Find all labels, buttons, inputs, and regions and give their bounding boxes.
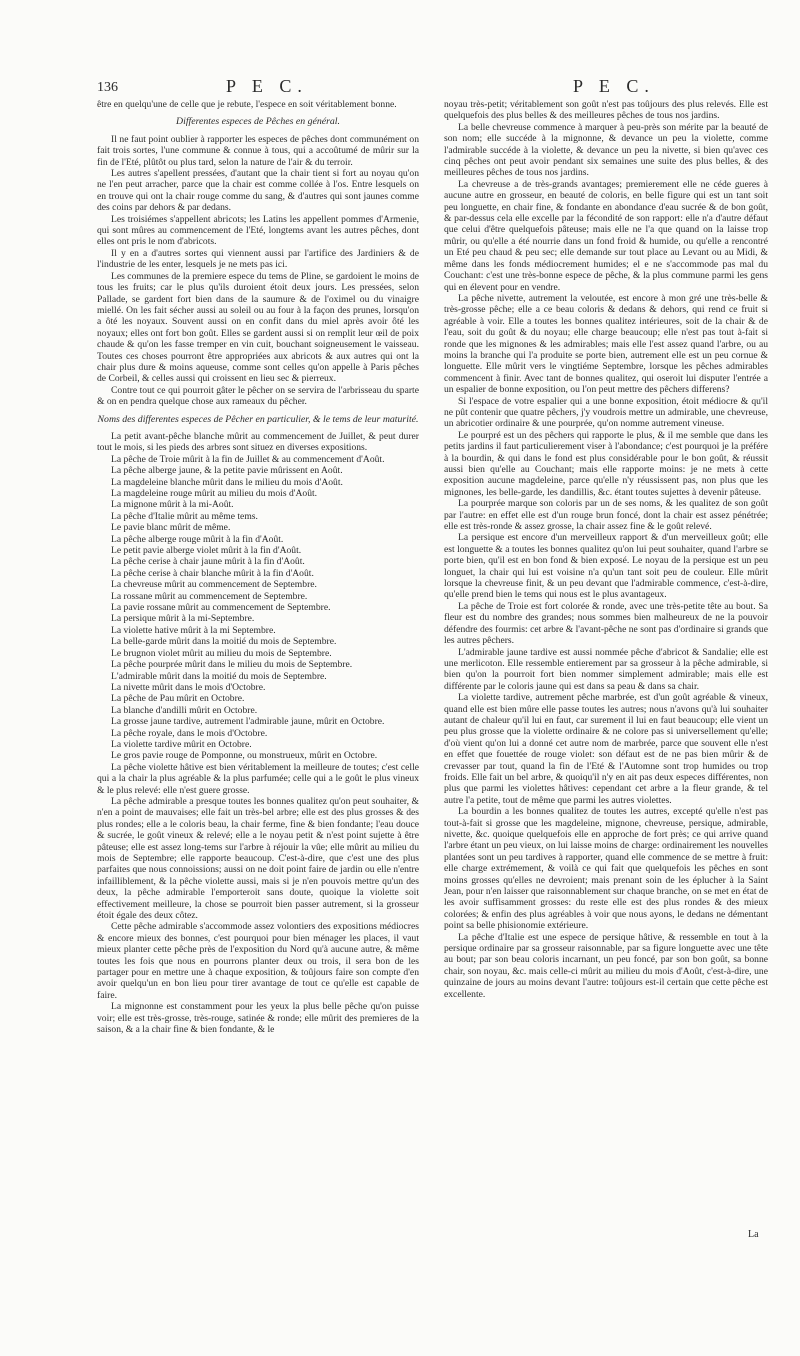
paragraph: Le petit pavie alberge violet mûrit à la fin d'Août. (111, 545, 302, 557)
paragraph: La pêche nivette, autrement la veloutée, est encore à mon gré une très-belle & très-grosse pêche; elle a ce beau coloris & dedans & dehors, qui rend ce fruit si agréable à voir. Elle a toutes les bonnes qualitez intérieures, soit de la chair & de l'eau, soit du goût & du noyau; elle charge beaucoup; elle n'est pas tout à-fait si ronde que les mignones & les admirables; mais elle l'est assez quand l'arbre, ou au moins la branche qui l'a produite se porte bien, autrement elle est un peu cornue & longuette. Elle mûrit vers le vingtiéme Septembre, lorsque les pêches admirables commencent à finir. Avec tant de bonnes qualitez, qui oseroit lui disputer l'entrée a un espalier de bonne exposition, ou l'on peut mettre des pêchers differens? (444, 292, 768, 396)
paragraph: La mignonne est constamment pour les yeux la plus belle pêche qu'on puisse voir; elle est très-grosse, très-rouge, satinée & ronde; elle mûrit des premieres de la saison, & a la chair fine & bien fondante, & le (97, 1001, 419, 1036)
paragraph: Il ne faut point oublier à rapporter les especes de pêches dont communément on fait trois sortes, l'une commune & connue à tous, qui a accoûtumé de mûrir sur la fin de l'Eté, plûtôt ou plus tard, selon la nature de l'air & du terroir. (97, 133, 419, 168)
paragraph: La pêche de Pau mûrit en Octobre. (111, 693, 245, 705)
paragraph: L'admirable jaune tardive est aussi nommée pêche d'abricot & Sandalie; elle est une merlicoton. Elle ressemble entierement par sa grosseur à la pêche admirable, si bien qu'on la pourroit fort bien nommer simplement admirable; mais elle est différente par le coloris jaune qui est dans sa peau & dans sa chair. (444, 646, 768, 692)
paragraph: La pavie rossane mûrit au commencement de Septembre. (111, 602, 331, 614)
paragraph: La chevreuse a de très-grands avantages; premierement elle ne céde gueres à aucune autre en grosseur, en beauté de coloris, en belle figure qui est un tant soit peu longuette, en chair fine, & fondante en abondance d'eau sucrée & de bon goût, & par-dessus cela elle excelle par la fécondité de son rapport: elle n'a d'autre défaut que celui d'être quelquefois pâteuse; mais elle ne l'a que quand on la laisse trop mûrir, ou qu'elle a été nourrie dans un fond froid & humide, ou qu'elle a rencontré un Eté peu chaud & peu sec; elle demande sur tout place au Levant ou au Midi, & même dans les fonds médiocrement humides; el e ne s'accommode pas mal du Couchant: c'est une très-bonne espece de pêche, & la plus commune parmi les gens qui en élevent pour en vendre. (444, 178, 768, 293)
right-column (444, 99, 768, 1000)
paragraph: La bourdin a les bonnes qualitez de toutes les autres, excepté qu'elle n'est pas tout-à-fait si grosse que les magdeleine, mignone, chevreuse, persique, admirable, nivette, &c. quoique quelquefois elle en approche de fort près; ce qui arrive quand l'arbre étant un peu vieux, on lui laisse moins de charge: ordinairement les nouvelles plantées sont un peu tardives à rapporter, quand elle commence de se mettre à fruit: elle charge extrémement, & voilà ce qui fait que quelquefois les pêches en sont moins grosses qu'elles ne devroient; mais prenant soin de les éplucher à la Saint Jean, pour n'en laisser que raisonnablement sur chaque branche, on se met en état de les avoir suffisamment grosses: du reste elle est des plus rondes & des mieux colorées; & enfin des plus agréables à voir que nous ayons, le dedans ne démentant point sa belle phisionomie extérieure. (444, 806, 768, 932)
paragraph: La pêche alberge jaune, & la petite pavie mûrissent en Août. (111, 465, 343, 477)
paragraph: La mignone mûrit à la mi-Août. (111, 499, 234, 511)
paragraph: Le pourpré est un des pêchers qui rapporte le plus, & il me semble que dans les petits jardins il faut particulierement viser à l'abondance; c'est pourquoi je la préfére à la bourdin, & qui dans le fond est plus considérable pour le bon goût, & réussit aussi bien qu'elle au Couchant; mais elle rapporte moins: je ne mets à cette exposition aucune magdeleine, parce qu'elle n'y réussissent pas, non plus que les mignones, les belle-garde, les dandillis, &c. étant toutes sujettes à devenir pâteuse. (444, 429, 768, 498)
paragraph: La pêche d'Italie mûrit au même tems. (111, 510, 258, 522)
running-title-left: P E C. (226, 76, 308, 96)
paragraph: La rossane mûrit au commencement de Septembre. (111, 590, 308, 602)
paragraph: Le brugnon violet mûrit au milieu du mois de Septembre. (111, 647, 332, 659)
page-number: 136 (97, 80, 118, 95)
paragraph: La grosse jaune tardive, autrement l'admirable jaune, mûrit en Octobre. (111, 716, 385, 728)
paragraph: La magdeleine rouge mûrit au milieu du mois d'Août. (111, 488, 318, 499)
paragraph: La magdeleine blanche mûrit dans le milieu du mois d'Août. (111, 476, 343, 488)
paragraph: Les communes de la premiere espece du tems de Pline, se gardoient le moins de tous les fruits; car le plus qu'ils duroient étoit deux jours. Les pressées, selon Pallade, se gardent fort bien dans de la saumure & de l'oximel ou du vinaigre miellé. On les fait sécher aussi au soleil ou au four à la façon des prunes, lorsqu'on a ôté les noyaux. Souvent aussi on en confit dans du miel après avoir ôté les noyaux; elles ont fort bon goût. Elles se gardent aussi si on remplit leur œil de poix chaude & qu'on les fasse tremper en vin cuit, bouchant soigneusement le vaisseau. Toutes ces choses pourront être appropriées aux abricots & aux autres qui ont la chair plus dure & moins aqueuse, comme sont celles qu'on appelle à Paris pêches de Corbeil, & celles aussi qui croissent en lieu sec & pierreux. (97, 270, 419, 385)
paragraph: La violette tardive mûrit en Octobre. (111, 738, 252, 750)
paragraph: La petit avant-pêche blanche mûrit au commencement de Juillet, & peut durer tout le mois, si les pieds des arbres sont situez en diverses expositions. (97, 430, 419, 454)
paragraph: La pêche alberge rouge mûrit à la fin d'Août. (111, 533, 284, 545)
paragraph: Le pavie blanc mûrit de même. (111, 522, 231, 534)
catchword: La (748, 1229, 759, 1240)
section-heading: Differentes especes de Pêches en général. (176, 116, 340, 128)
paragraph: noyau très-petit; véritablement son goût n'est pas toûjours des plus relevés. Elle est quelquefois des plus belles & des meilleures pêches de tous nos jardins. (444, 99, 768, 122)
paragraph: La pêche royale, dans le mois d'Octobre. (111, 727, 268, 739)
paragraph: La blanche d'andilli mûrit en Octobre. (111, 704, 258, 716)
paragraph: La pêche violette hâtive est bien véritablement la meilleure de toutes; c'est celle qui a la chair la plus agréable & la plus parfumée; celle qui a le goût le plus vineux & le plus relevé: elle n'est guere grosse. (97, 761, 419, 796)
paragraph: La pêche admirable a presque toutes les bonnes qualitez qu'on peut souhaiter, & n'en a point de mauvaises; elle fait un très-bel arbre; elle est des plus grosses & des plus rondes; elle a le coloris beau, la chair ferme, fine & bien fondante; l'eau douce & sucrée, le goût vineux & relevé; elle a le noyau petit & n'est point sujette à être pâteuse; elle est assez long-tems sur l'arbre à réjouir la vûe; elle mûrit au milieu du mois de Septembre; elle rapporte beaucoup. C'est-à-dire, que c'est une des plus parfaites que nous connoissions; aussi on ne doit point faire de jardin ou elle n'entre infailliblement, & la pêche violette aussi, mais si je n'en pouvois mettre qu'un des deux, la pêche admirable l'emporteroit sans doute, quoique la violette soit effectivement meilleure, la chose se pourroit bien passer autrement, si la grosseur étoit égale des deux côtez. (97, 795, 419, 922)
paragraph: La chevreuse mûrit au commencement de Septembre. (111, 579, 317, 591)
paragraph: L'admirable mûrit dans la moitié du mois de Septembre. (111, 670, 327, 682)
paragraph: La pêche cerise à chair jaune mûrit à la fin d'Août. (111, 556, 305, 568)
paragraph: Contre tout ce qui pourroit gâter le pêcher on se servira de l'arbrisseau du sparte & on en pendra quelque chose aux rameaux du pêcher. (97, 384, 419, 408)
paragraph: La violette tardive, autrement pêche marbrée, est d'un goût agréable & vineux, quand elle est bien mûre elle passe toutes les autres; nous n'avons qu'à lui souhaiter autant de chaleur qu'il lui en faut, car surement il lui en faut beaucoup; elle vient un peu plus grosse que la violette ordinaire & ne colore pas si universellement qu'elle; d'où vient qu'on lui a donné cet autre nom de marbrée, parce que souvent elle n'est en effet que fouettée de rouge violet: son défaut est de ne pas bien mûrir & de crevasser par tout, quand la fin de l'Eté & l'Automne sont trop humides ou trop froids. Elle fait un bel arbre, & quoiqu'il n'y en ait pas deux especes différentes, non plus que parmi les violettes hâtives: cependant cet arbre a la fleur grande, & tel autre l'a petite, tout de même que parmi les autres violettes. (444, 692, 768, 806)
paragraph: La pourprée marque son coloris par un de ses noms, & les qualitez de son goût par l'autre: en effet elle est d'un rouge brun foncé, dont la chair est assez pénétrée; elle est très-ronde & assez grosse, la chair assez fine & le goût relevé. (444, 498, 768, 533)
paragraph: Il y en a d'autres sortes qui viennent aussi par l'artifice des Jardiniers & de l'industrie de les enter, lesquels je ne mets pas ici. (97, 247, 419, 271)
paragraph: Si l'espace de votre espalier qui a une bonne exposition, étoit médiocre & qu'il ne pût contenir que quatre pêchers, j'y voudrois mettre un admirable, une chevreuse, un abricotier ordinaire & une pourprée, qu'on nomme autrement vineuse. (444, 395, 768, 430)
paragraph: La pêche pourprée mûrit dans le milieu du mois de Septembre. (111, 659, 353, 671)
paragraph: être en quelqu'une de celle que je rebute, l'espece en soit véritablement bonne. (97, 99, 397, 110)
paragraph: La belle chevreuse commence à marquer à peu-près son mérite par la beauté de son nom; elle succéde à la mignonne, & devance un peu la violette, comme l'admirable succéde à la violette, & devance un peu la nivette, si bien qu'avec ces cinq pêches ont peut avoir pendant six semaines une suite des plus belles, & des meilleures pêches de tous nos jardins. (444, 121, 768, 179)
paragraph: La persique mûrit à la mi-Septembre. (111, 613, 255, 625)
paragraph: La persique est encore d'un merveilleux rapport & d'un merveilleux goût; elle est longuette & a toutes les bonnes qualitez qu'on lui peut souhaiter, quand l'arbre se porte bien, qu'il est en bon fond & bien exposé. Le noyau de la persique est un peu longuet, la chair qui lui est voisine n'a qu'un tant soit peu de couleur. Elle mûrit lorsque la chevreuse finit, & un peu devant que l'admirable commence, c'est-à-dire, qu'elle prend bien le tems qui nous est le plus avantageux. (444, 532, 768, 601)
paragraph: La nivette mûrit dans le mois d'Octobre. (111, 681, 266, 693)
paragraph: La pêche de Troie mûrit à la fin de Juillet & au commencement d'Août. (111, 453, 385, 465)
paragraph: Les autres s'apellent pressées, d'autant que la chair tient si fort au noyau qu'on ne l'en peut arracher, parce que la chair est comme collée à l'os. Entre lesquels on en trouve qui ont la chair rouge comme du sang, & d'autres qui sont jaunes comme des coins par dehors & par dedans. (97, 168, 419, 214)
paragraph: La pêche de Troie est fort colorée & ronde, avec une très-petite tête au bout. Sa fleur est du nombre des grandes; nous sommes bien malheureux de ne la pouvoir défendre des fourmis: cet arbre & l'avant-pêche ne sont pas d'ordinaire si grands que les autres pêchers. (444, 600, 768, 647)
paragraph: La pêche d'Italie est une espece de persique hâtive, & ressemble en tout à la persique ordinaire par sa grosseur raisonnable, par sa figure longuette avec une tête au bout; par son beau coloris incarnant, un peu foncé, par son bon goût, sa bonne chair, son noyau, &c. mais celle-ci mûrit au milieu du mois d'Août, c'est-à-dire, une quinzaine de jours au moins devant l'autre: toûjours est-il certain que cette pêche est excellente. (444, 931, 768, 1000)
section-heading: Noms des differentes especes de Pêcher en particulier, & le tems de leur maturité. (97, 413, 419, 425)
running-title-right: P E C. (573, 76, 655, 96)
paragraph: Le gros pavie rouge de Pomponne, ou monstrueux, mûrit en Octobre. (111, 750, 378, 762)
paragraph: Les troisiémes s'appellent abricots; les Latins les appellent pommes d'Armenie, qui sont mûres au commencement de l'Eté, longtems avant les autres pêches, dont elles ont pris le nom d'abricots. (97, 213, 419, 248)
left-column (97, 99, 419, 1036)
paragraph: La pêche cerise à chair blanche mûrit à la fin d'Août. (111, 567, 314, 579)
paragraph: La belle-garde mûrit dans la moitié du mois de Septembre. (111, 636, 337, 648)
paragraph: La violette hative mûrit à la mi Septembre. (111, 624, 276, 636)
paragraph: Cette pêche admirable s'accommode assez volontiers des expositions médiocres & encore mieux des bonnes, c'est pourquoi pour bien ménager les places, il vaut mieux planter cette pêche près de l'exposition du Nord qu'à aucune autre, & même toutes les fois que nous en pourrons planter deux ou trois, il sera bon de les partager pour en mettre une à chaque exposition, & toûjours faire son compte d'en avoir quelqu'un en bon lieu pour tirer avantage de tout ce qu'elle est capable de faire. (97, 921, 419, 1001)
